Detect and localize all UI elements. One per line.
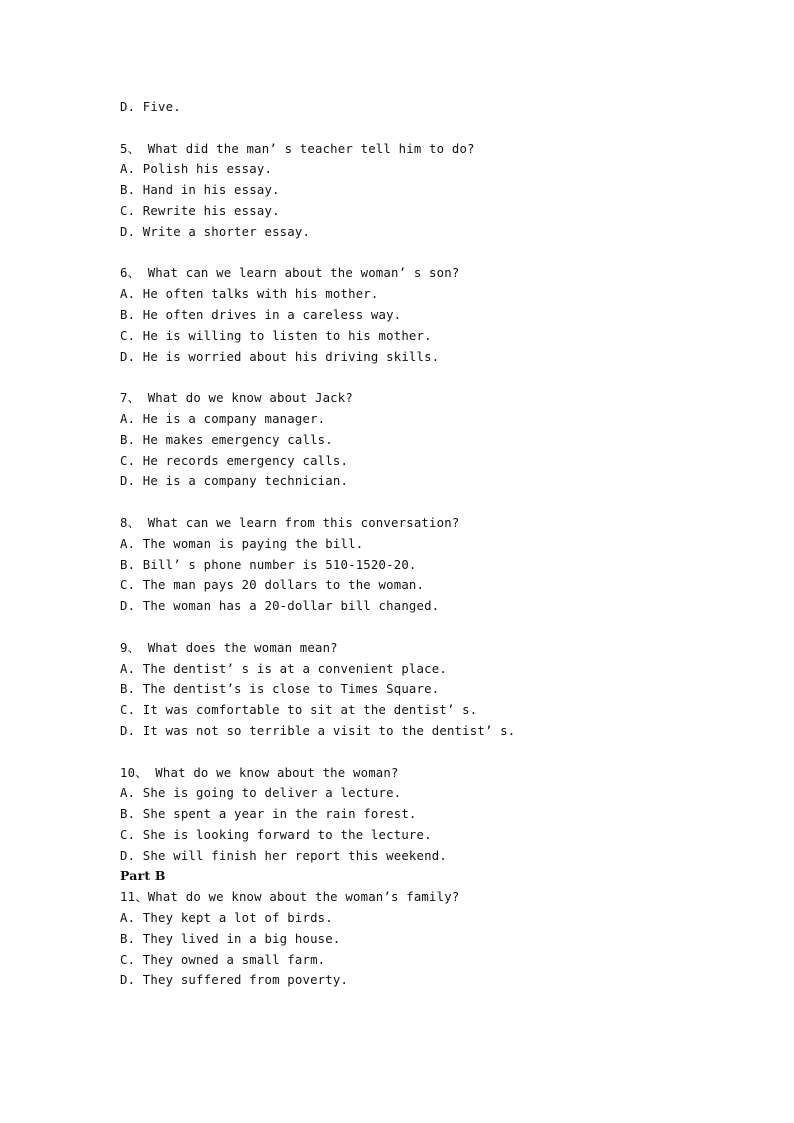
blank-line (120, 118, 760, 139)
answer-option-line: B. Hand in his essay. (120, 183, 280, 198)
answer-option-line: C. The man pays 20 dollars to the woman. (120, 578, 425, 593)
answer-option-line: D. Five. (120, 100, 181, 114)
answer-option-line: B. He often drives in a careless way. (120, 307, 402, 322)
question-line: 5、 What did the man’ s teacher tell him to do? (120, 141, 475, 156)
question-line: 6、 What can we learn about the woman’ s son? (120, 266, 460, 281)
answer-option-line: A. They kept a lot of birds. (120, 911, 333, 926)
answer-option-line: B. They lived in a big house. (120, 931, 341, 946)
answer-option-line: A. She is going to deliver a lecture. (120, 786, 402, 801)
blank-line (120, 742, 760, 763)
section-heading: Part B (120, 868, 166, 884)
answer-option-line: C. She is looking forward to the lecture. (120, 827, 432, 842)
answer-option-line: C. Rewrite his essay. (120, 203, 280, 218)
blank-line (120, 617, 760, 638)
answer-option-line: D. She will finish her report this weekend. (120, 848, 447, 863)
answer-option-line: C. They owned a small farm. (120, 952, 326, 967)
blank-line (120, 367, 760, 388)
answer-option-line: C. It was comfortable to sit at the dentist’ s. (120, 703, 478, 718)
answer-option-line: D. The woman has a 20-dollar bill changed. (120, 599, 440, 614)
answer-option-line: D. He is worried about his driving skills. (120, 349, 440, 364)
question-line: 8、 What can we learn from this conversation? (120, 515, 460, 530)
answer-option-line: A. The dentist’ s is at a convenient place. (120, 661, 447, 676)
answer-option-line: D. Write a shorter essay. (120, 224, 311, 239)
blank-line (120, 492, 760, 513)
answer-option-line: A. He is a company manager. (120, 411, 326, 426)
question-line: 10、 What do we know about the woman? (120, 765, 399, 780)
question-line: 7、 What do we know about Jack? (120, 391, 353, 406)
answer-option-line: B. The dentist’s is close to Times Square. (120, 682, 440, 697)
question-line: 9、 What does the woman mean? (120, 640, 338, 655)
answer-option-line: B. Bill’ s phone number is 510-1520-20. (120, 557, 417, 572)
answer-option-line: A. He often talks with his mother. (120, 287, 379, 302)
answer-option-line: A. Polish his essay. (120, 162, 273, 177)
answer-option-line: D. It was not so terrible a visit to the dentist’ s. (120, 723, 516, 738)
question-line: 11、What do we know about the woman’s family? (120, 890, 460, 905)
answer-option-line: C. He records emergency calls. (120, 453, 349, 468)
answer-option-line: A. The woman is paying the bill. (120, 536, 364, 551)
blank-line (120, 243, 760, 264)
answer-option-line: D. He is a company technician. (120, 474, 349, 489)
answer-option-line: B. He makes emergency calls. (120, 432, 333, 447)
answer-option-line: C. He is willing to listen to his mother. (120, 328, 432, 343)
document-page (120, 97, 760, 991)
answer-option-line: D. They suffered from poverty. (120, 973, 349, 988)
answer-option-line: B. She spent a year in the rain forest. (120, 807, 417, 822)
